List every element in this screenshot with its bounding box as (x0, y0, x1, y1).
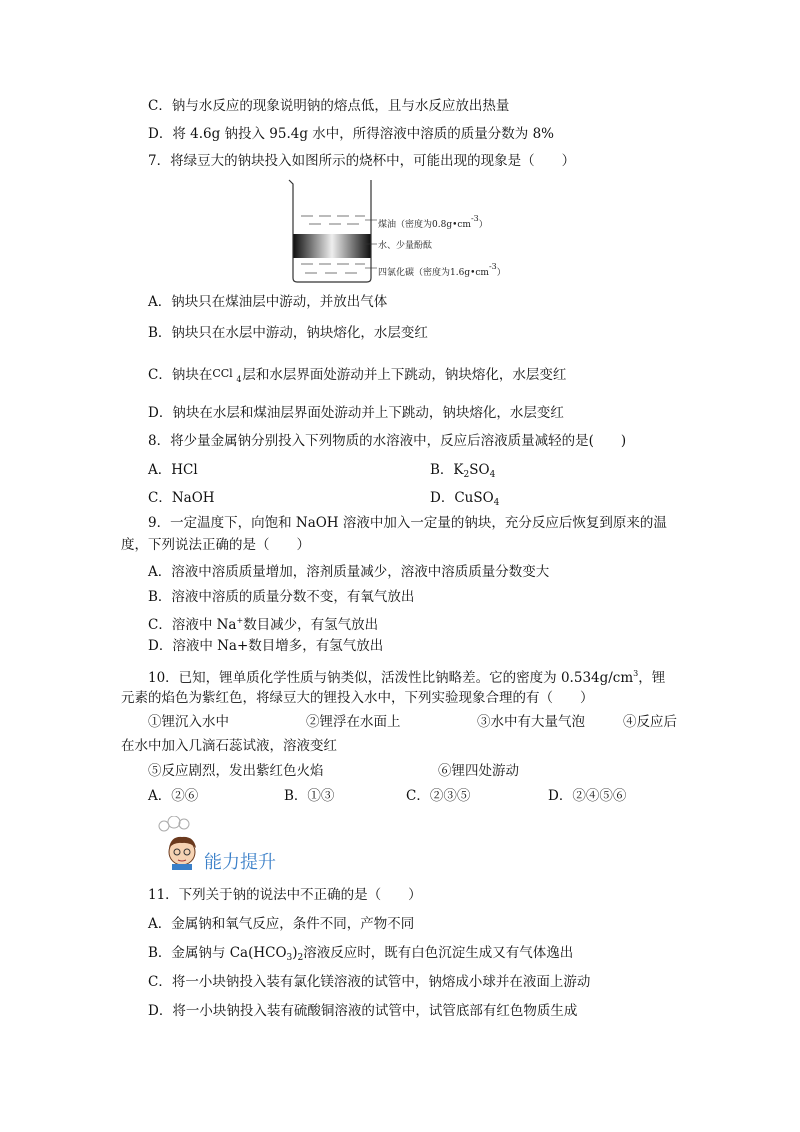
q10-statement-4: ④反应后 (623, 714, 677, 730)
q10-stem-line1: 10．已知，锂单质化学性质与钠类似，活泼性比钠略差。它的密度为 $0.534g/cm^3$，锂 (148, 669, 666, 686)
q8-option-c: C．NaOH (148, 490, 215, 506)
label-water: 水、少量酚酞 (378, 241, 433, 251)
q10-option-b: B．①③ (284, 788, 335, 804)
q10-option-d: D．②④⑤⑥ (548, 788, 627, 804)
q10-statement-3: ③水中有大量气泡 (477, 714, 585, 730)
q10-statement-5: ⑤反应剧烈，发出紫红色火焰 (148, 763, 324, 779)
section-title: 能力提升 (204, 852, 276, 873)
q8-option-a: A．HCl (148, 462, 198, 478)
q10-statement-4-cont: 在水中加入几滴石蕊试液，溶液变红 (121, 738, 337, 754)
q10-option-c: C．②③⑤ (406, 788, 471, 804)
q10-option-a: A．②⑥ (148, 788, 199, 804)
q8-option-d: D．CuSO$_4$ (430, 490, 500, 508)
q8-option-b: B．$K_2SO_4$ (430, 462, 496, 480)
q9-option-a: A．溶液中溶质质量增加，溶剂质量减少，溶液中溶质质量分数变大 (148, 564, 550, 580)
q9-stem-line1: 9．一定温度下，向饱和 NaOH 溶液中加入一定量的钠块，充分反应后恢复到原来的温 (148, 515, 667, 531)
q7-option-c: C．钠块在 CCl 4 层和水层界面处游动并上下跳动，钠块熔化，水层变红 (148, 367, 567, 384)
q7-option-a: A．钠块只在煤油层中游动，并放出气体 (148, 294, 388, 310)
q11-stem: 11．下列关于钠的说法中不正确的是（ ） (148, 887, 422, 903)
q10-statement-2: ②锂浮在水面上 (306, 714, 401, 730)
q7-option-d: D．钠块在水层和煤油层界面处游动并上下跳动，钠块熔化，水层变红 (148, 405, 564, 421)
q11-option-c: C．将一小块钠投入装有氯化镁溶液的试管中，钠熔成小球并在液面上游动 (148, 974, 591, 990)
q7-stem: 7．将绿豆大的钠块投入如图所示的烧杯中，可能出现的现象是（ ） (148, 153, 576, 169)
beaker-diagram (287, 178, 377, 284)
label-kerosene: 煤油（密度为0.8g•cm-3） (378, 214, 488, 230)
q11-option-b: B．金属钠与 $Ca(HCO_3)_2$溶液反应时，既有白色沉淀生成又有气体逸出 (148, 945, 574, 963)
q9-option-d: D．溶液中 Na+数目增多，有氢气放出 (148, 638, 384, 654)
q9-option-b: B．溶液中溶质的质量分数不变，有氧气放出 (148, 589, 415, 605)
q11-option-a: A．金属钠和氧气反应，条件不同，产物不同 (148, 916, 415, 932)
q9-option-c: C．溶液中 Na+数目减少，有氢气放出 (148, 616, 379, 633)
label-ccl4: 四氯化碳（密度为1.6g•cm-3） (378, 262, 506, 278)
q6-option-d: D．将 4.6g 钠投入 95.4g 水中，所得溶液中溶质的质量分数为 8% (148, 126, 555, 142)
q10-statement-6: ⑥锂四处游动 (438, 763, 519, 779)
thinking-boy-icon (156, 816, 206, 870)
q8-stem: 8．将少量金属钠分别投入下列物质的水溶液中，反应后溶液质量减轻的是( ) (148, 433, 627, 449)
q10-statement-1: ①锂沉入水中 (148, 714, 229, 730)
q9-stem-line2: 度，下列说法正确的是（ ） (121, 537, 310, 553)
q7-option-b: B．钠块只在水层中游动，钠块熔化，水层变红 (148, 325, 428, 341)
q6-option-c: C．钠与水反应的现象说明钠的熔点低，且与水反应放出热量 (148, 98, 510, 114)
q10-stem-line2: 元素的焰色为紫红色，将绿豆大的锂投入水中，下列实验现象合理的有（ ） (121, 690, 594, 706)
q11-option-d: D．将一小块钠投入装有硫酸铜溶液的试管中，试管底部有红色物质生成 (148, 1003, 578, 1019)
